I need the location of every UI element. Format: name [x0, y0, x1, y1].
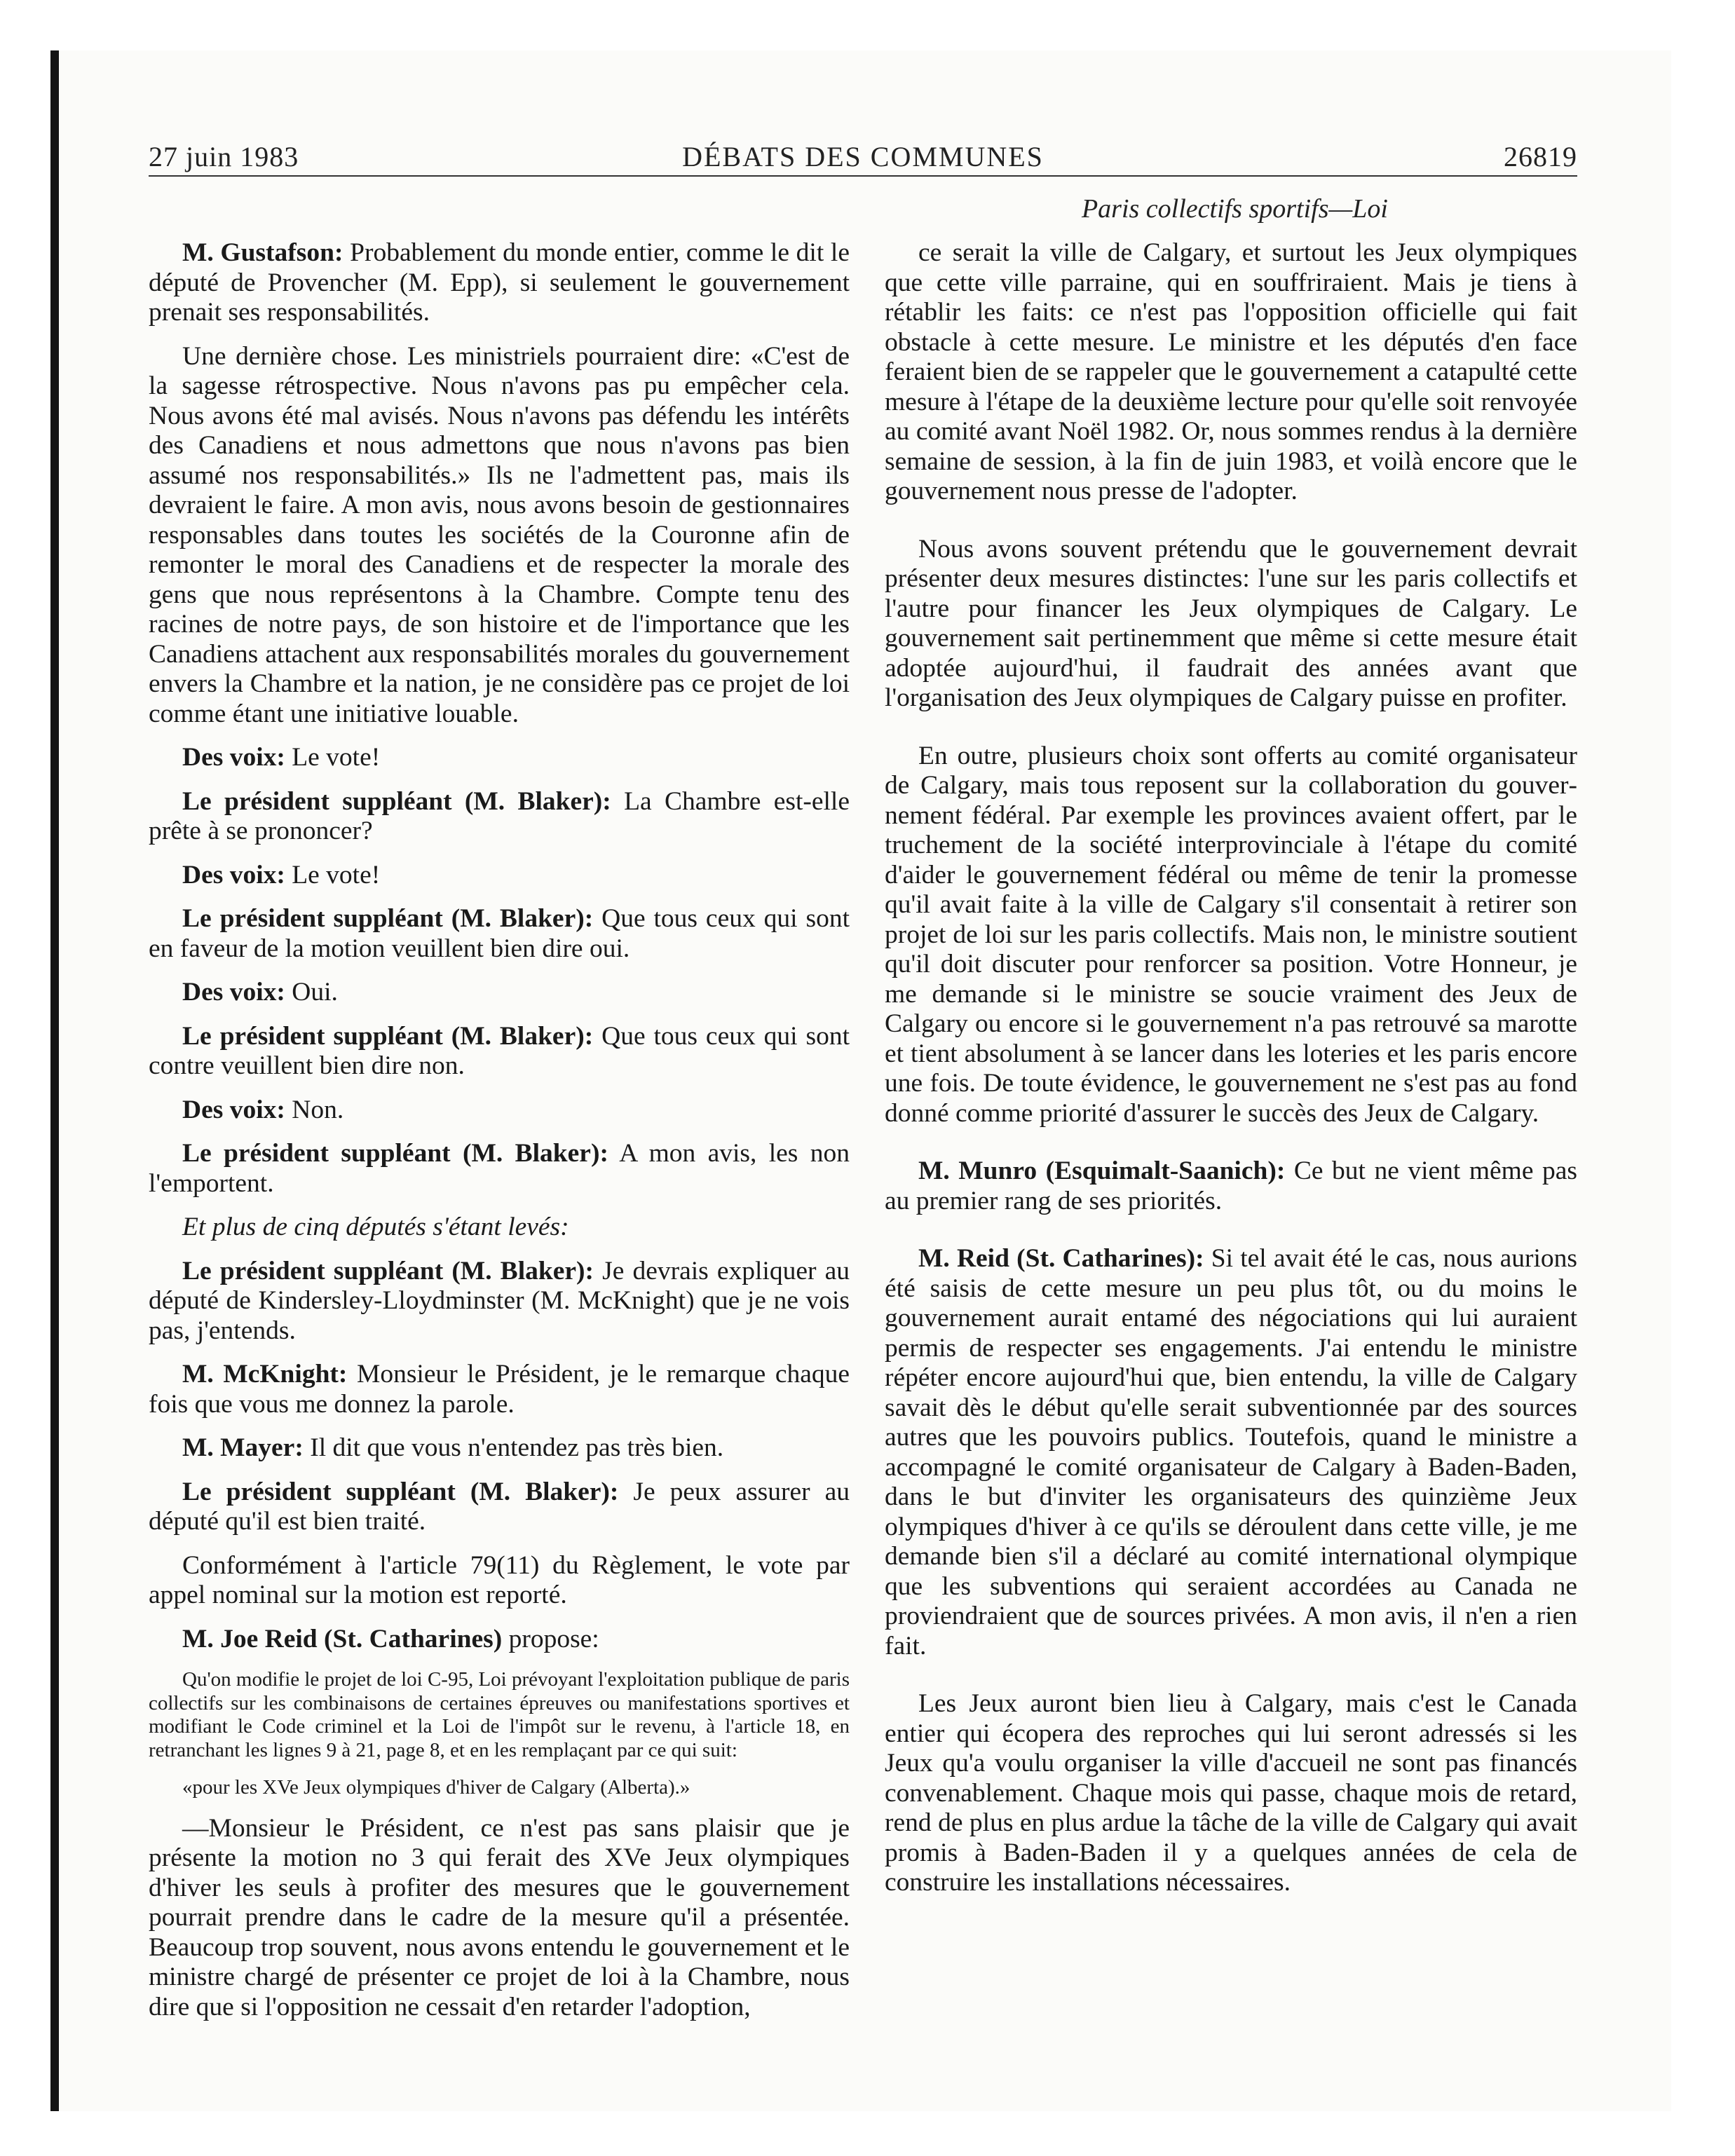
- paragraph: [149, 1478, 850, 1537]
- speaker-name: Des voix:: [182, 1095, 285, 1124]
- running-head: Paris collectifs sportifs—Loi: [1081, 194, 1388, 224]
- speaker-name: Le président suppléant (M. Blaker):: [182, 1477, 619, 1506]
- header-title: DÉBATS DES COMMUNES: [682, 141, 1044, 172]
- paragraph: [885, 1244, 1577, 1661]
- motion-quote-replacement: «pour les XVe Jeux olympiques d'hiver de Calgary (Alberta).»: [182, 1776, 690, 1799]
- speaker-name: M. McKnight:: [182, 1360, 348, 1389]
- paragraph: [149, 787, 850, 847]
- paragraph-text: Non.: [285, 1095, 344, 1124]
- paragraph: Une dernière chose. Les ministriels pourraient dire: «C'est de la sagesse rétrospective. Nous n'avons pas pu empêcher cela. Nous avons été mal avisés. Nous n'avons pas défendu les intérêts des Canadiens et nous admettons que nous n'avons pas bien assumé nos responsabilités.» Ils ne l'admettent pas, mais ils devraient le faire. A mon avis, nous avons besoin de gestionnaires responsables dans toutes les sociétés de la Couronne afin de remonter le moral des Canadiens et de respecter la morale des gens que nous représentons à la Chambre. Compte tenu des racines de notre pays, de son histoire et de l'importance que les Canadiens attachent aux responsabilités morales du gouvernement envers la Chambre et la nation, je ne considère pas ce projet de loi comme étant une initiative louable.: [149, 341, 850, 728]
- paragraph: ce serait la ville de Calgary, et surtout les Jeux olympiques que cette ville parraine, qui en souffriraient. Mais je tiens à rétablir les faits: ce n'est pas l'opposition officielle qui fait obstacle à cette mesure. Le ministre et les députés d'en face feraient bien de se rappeler que le gouvernement a catapulté cette mesure à l'étape de la deuxième lecture pour qu'elle soit renvoyée au comité avant Noël 1982. Or, nous sommes rendus à la dernière semaine de session, à la fin de juin 1983, et voilà encore que le gouvernement nous presse de l'adopter.: [885, 238, 1577, 505]
- paragraph-text: propose:: [502, 1624, 599, 1653]
- header-page-number: 26819: [1504, 141, 1577, 172]
- paragraph-text: La Chambre est-elle prête à se prononcer?: [149, 786, 850, 845]
- paragraph: [149, 904, 850, 964]
- paragraph-text: Ce but ne vient même pas au premier rang de ses priorités.: [885, 1157, 1577, 1215]
- page-header: [149, 140, 1577, 177]
- paragraph-text: Je devrais expliquer au député de Kindersley-Lloydminster (M. McKnight) que je ne vois pas, j'entends.: [149, 1256, 850, 1345]
- speaker-name: Des voix:: [182, 860, 285, 889]
- paragraph: Les Jeux auront bien lieu à Calgary, mais c'est le Canada entier qui écopera des reproches qui lui seront adressés si les Jeux qu'a voulu organiser la ville d'accueil ne sont pas financés convenablement. Chaque mois qui passe, chaque mois de retard, rend de plus en plus ardue la tâche de la ville de Calgary qui avait promis à Baden-Baden il y a quelques années de cela de construire les installations nécessaires.: [885, 1689, 1577, 1897]
- motion-quote: Qu'on modifie le projet de loi C-95, Loi prévoyant l'exploitation publique de paris collectifs sur les combinaisons de certaines épreuves ou manifestations sportives et modifiant le Code criminel et la Loi de l'impôt sur le revenu, à l'article 18, en retranchant les lignes 9 à 21, page 8, et en les remplaçant par ce qui suit:: [149, 1668, 850, 1761]
- speaker-name: M. Reid (St. Catharines):: [918, 1244, 1204, 1273]
- header-rule: [149, 175, 1577, 177]
- speaker-name: M. Munro (Esquimalt-Saanich):: [918, 1157, 1286, 1185]
- paragraph-text: Le vote!: [285, 743, 381, 772]
- speaker-name: Des voix:: [182, 978, 285, 1007]
- paragraph: [149, 1360, 850, 1419]
- paragraph: Conformément à l'article 79(11) du Règlement, le vote par appel nominal sur la motion est reporté.: [149, 1550, 850, 1609]
- paragraph-text: Que tous ceux qui sont en faveur de la motion veuillent bien dire oui.: [149, 904, 850, 963]
- paragraph: [149, 238, 850, 328]
- paragraph: [149, 743, 850, 773]
- paragraph-text: Oui.: [285, 978, 338, 1007]
- paragraph: [149, 1433, 850, 1464]
- paragraph: [149, 978, 850, 1008]
- paragraph: Nous avons souvent prétendu que le gouvernement devrait présenter deux mesures distinctes: l'une sur les paris collectifs et l'autre pour financer les Jeux olympiques de Calgary. Le gouvernement sait pertinemment que même si cette mesure était adoptée aujourd'hui, il faudrait des années avant que l'organisation des Jeux olympiques de Calgary puisse en profiter.: [885, 534, 1577, 712]
- scan-edge-bar: [50, 50, 59, 2111]
- paragraph: [149, 1096, 850, 1126]
- paragraph: [149, 861, 850, 891]
- speaker-name: M. Mayer:: [182, 1433, 304, 1462]
- paragraph: [149, 1625, 850, 1655]
- paragraph-text: Probablement du monde entier, comme le dit le député de Provencher (M. Epp), si seulement le gouvernement prenait ses responsabilités.: [149, 238, 850, 327]
- paragraph-text: Le vote!: [285, 860, 381, 889]
- right-column: [885, 238, 1577, 1912]
- paragraph-text: A mon avis, les non l'emportent.: [149, 1139, 850, 1198]
- speaker-name: Le président suppléant (M. Blaker):: [182, 1139, 608, 1168]
- paragraph: —Monsieur le Président, ce n'est pas sans plaisir que je présente la motion no 3 qui ferait des XVe Jeux olympiques d'hiver les seuls à profiter des mesures que le gouvernement pourrait prendre dans le cadre de la mesure qu'il a présentée. Beaucoup trop souvent, nous avons entendu le gouvernement et le ministre chargé de présenter ce projet de loi à la Chambre, nous dire que si l'opposition ne cessait d'en retarder l'adoption,: [149, 1813, 850, 2021]
- speaker-name: M. Gustafson:: [182, 238, 343, 267]
- speaker-name: M. Joe Reid (St. Catharines): [182, 1624, 503, 1653]
- header-date: 27 juin 1983: [149, 141, 299, 172]
- stage-direction: Et plus de cinq députés s'étant levés:: [182, 1213, 569, 1241]
- paragraph: [885, 1157, 1577, 1216]
- speaker-name: Le président suppléant (M. Blaker):: [182, 1021, 594, 1051]
- paragraph-text: Si tel avait été le cas, nous aurions été saisis de cette mesure un peu plus tôt, ou du moins le gouvernement aurait entamé des négociations qui lui auraient permis de respecter ses engagements. J'ai entendu le ministre répéter encore aujourd'hui que, bien entendu, la ville de Calgary savait dès le début qu'elle serait subventionnée par des sources autres que les pouvoirs publics. Toutefois, quand le ministre a accompagné le comité organisateur de Calgary à Baden-Baden, dans le but d'inviter les organisateurs des quinzième Jeux olympiques d'hiver à ce qu'ils se déroulent dans cette ville, je me demande bien s'il a déclaré au comité international olympique que les subventions qui seraient accordées au Canada ne proviendraient que de sources privées. A mon avis, il n'en a rien fait.: [885, 1244, 1577, 1660]
- paragraph: En outre, plusieurs choix sont offerts au comité organisateur de Calgary, mais tous reposent sur la collaboration du gouvernement fédéral. Par exemple les provinces avaient offert, par le truchement de la société interprovinciale à l'étape du comité d'aider le gouvernement fédéral ou même de tenir la promesse qu'il avait faite à la ville de Calgary s'il consentait à retirer son projet de loi sur les paris collectifs. Mais non, le ministre soutient qu'il doit discuter pour renforcer sa position. Votre Honneur, je me demande si le ministre se soucie vraiment des Jeux de Calgary ou encore si le gouvernement n'a pas retrouvé sa marotte et tient absolument à se lancer dans les loteries et les paris encore une fois. De toute évidence, le gouvernement ne s'est pas au fond donné comme priorité d'assurer le succès des Jeux de Calgary.: [885, 741, 1577, 1128]
- paragraph-text: Il dit que vous n'entendez pas très bien.: [303, 1433, 724, 1462]
- speaker-name: Des voix:: [182, 743, 285, 772]
- paragraph: [149, 1257, 850, 1346]
- paragraph: [149, 1022, 850, 1082]
- paragraph: [149, 1139, 850, 1199]
- paragraph-text: Je peux assurer au député qu'il est bien traité.: [149, 1477, 850, 1536]
- speaker-name: Le président suppléant (M. Blaker):: [182, 904, 594, 933]
- paragraph-text: Monsieur le Président, je le remarque chaque fois que vous me donnez la parole.: [149, 1360, 850, 1419]
- speaker-name: Le président suppléant (M. Blaker):: [182, 1256, 594, 1285]
- speaker-name: Le président suppléant (M. Blaker):: [182, 786, 611, 816]
- paragraph-text: Que tous ceux qui sont contre veuillent bien dire non.: [149, 1021, 850, 1080]
- left-column: [149, 238, 850, 2036]
